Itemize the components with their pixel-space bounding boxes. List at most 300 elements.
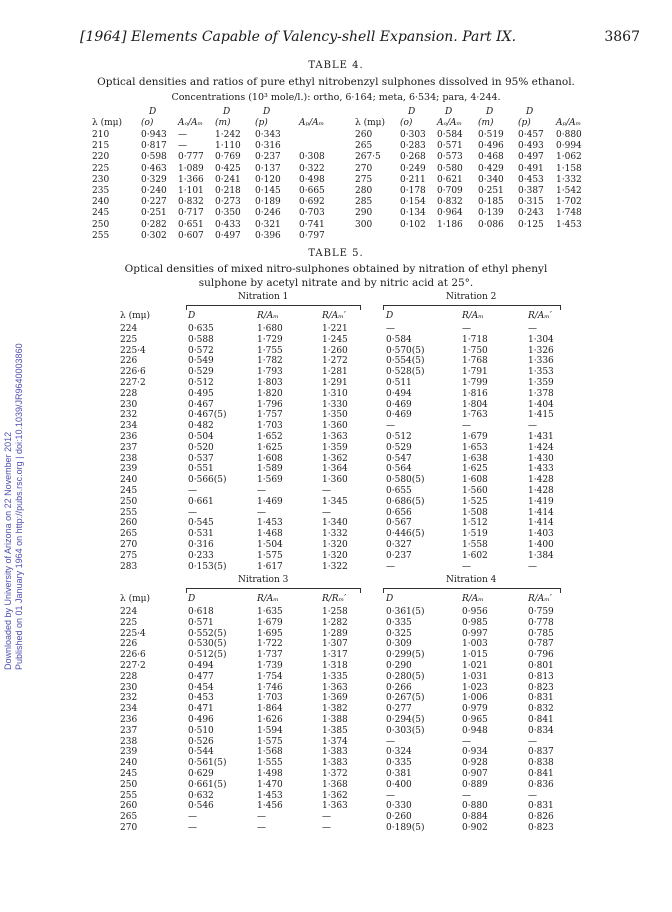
table5-cell: 1·414 xyxy=(528,507,554,518)
table5-cell: 1·625 xyxy=(257,442,283,453)
table5-cell: 0·467(5) xyxy=(188,410,227,421)
table4-cell: 0·709 xyxy=(437,186,463,196)
table4-cell: 250 xyxy=(92,219,110,230)
table5-cell: 1·364 xyxy=(322,464,348,475)
table5-cell: — xyxy=(188,812,197,823)
table5-header: R/Aₘ xyxy=(257,311,279,321)
table5-description-line1: Optical densities of mixed nitro-sulphones obtained by nitration of ethyl phenyl xyxy=(124,263,548,275)
running-header xyxy=(80,29,640,49)
table4-cell: 1·089 xyxy=(178,163,204,174)
table5-cell: 250 xyxy=(120,496,138,507)
table4-cell: 1·062 xyxy=(556,152,582,163)
table5-cell: 0·902 xyxy=(462,823,488,833)
table5-cell: 1·803 xyxy=(257,378,283,388)
table5-cell: 1·359 xyxy=(528,378,554,388)
table5-cell: 0·661 xyxy=(188,496,214,507)
table4-cell: 0·243 xyxy=(518,208,544,219)
table4-cell: 240 xyxy=(92,197,110,208)
table5-cell: — xyxy=(386,790,395,801)
table5-cell: 0·834 xyxy=(528,725,554,736)
table5-cell: 0·801 xyxy=(528,661,554,671)
table5-cell: 1·470 xyxy=(257,779,283,790)
table5-cell: 1·322 xyxy=(322,561,348,572)
table5-cell: 1·703 xyxy=(257,421,283,432)
table5-cell: 0·979 xyxy=(462,704,488,715)
table4-cell: 0·211 xyxy=(400,174,426,185)
table5-cell: 1·453 xyxy=(257,518,283,529)
table5-cell: 0·956 xyxy=(462,607,488,617)
table5-cell: 0·841 xyxy=(528,715,554,725)
table4-cell: 0·493 xyxy=(518,141,544,152)
table5-cell: 1·626 xyxy=(257,715,283,725)
table4-cell: 0·433 xyxy=(215,219,241,230)
download-note: Downloaded by University of Arizona on 22 November 2012 xyxy=(3,431,13,670)
table5-cell: 1·336 xyxy=(528,356,554,367)
table5-cell: 0·823 xyxy=(528,682,554,693)
table5-cell: 0·153(5) xyxy=(188,561,227,572)
table5-cell: 1·680 xyxy=(257,324,283,334)
nitration-title: Nitration 1 xyxy=(238,292,289,302)
table5-cell: 0·510 xyxy=(188,725,214,736)
table5-cell: 283 xyxy=(120,561,138,572)
table4-cell: 0·777 xyxy=(178,152,204,163)
table4-cell: 0·519 xyxy=(478,130,504,140)
table5-cell: 0·796 xyxy=(528,650,554,661)
table5-cell: 0·570(5) xyxy=(386,345,425,356)
table5-cell: 0·446(5) xyxy=(386,529,425,540)
table4-cell: 0·994 xyxy=(556,141,582,152)
table5-cell: 1·419 xyxy=(528,496,554,507)
table5-cell: 0·294(5) xyxy=(386,715,425,725)
table5-cell: 1·754 xyxy=(257,671,283,682)
table5-cell: 1·332 xyxy=(322,529,348,540)
table4-cell: 0·571 xyxy=(437,141,463,152)
table5-cell: 1·508 xyxy=(462,507,488,518)
table4-cell: 0·717 xyxy=(178,208,204,219)
table5-cell: 0·567 xyxy=(386,518,412,529)
table5-cell: 1·653 xyxy=(462,442,488,453)
table5-header: R/Aₘ′ xyxy=(322,311,346,321)
table5-cell: — xyxy=(462,561,471,572)
table5-cell: — xyxy=(322,823,331,833)
table4-cell: 0·303 xyxy=(400,130,426,140)
table5-cell: 0·928 xyxy=(462,758,488,769)
table5-cell: — xyxy=(528,561,537,572)
nitration-title: Nitration 2 xyxy=(446,292,497,302)
table4-header: λ (mμ) xyxy=(355,118,385,128)
table5-cell: — xyxy=(257,486,266,496)
table4-cell: 1·748 xyxy=(556,208,582,219)
table5-cell: 1·718 xyxy=(462,334,488,345)
table5-cell: 1·433 xyxy=(528,464,554,475)
table4-header-top: D xyxy=(263,107,271,117)
table4-header: Aₚ/Aₘ xyxy=(299,118,325,128)
table5-cell: 0·546 xyxy=(188,801,214,812)
table5-cell: 240 xyxy=(120,475,138,486)
table5-cell: 1·695 xyxy=(257,628,283,639)
table5-cell: 0·948 xyxy=(462,725,488,736)
table5-header: R/Aₘ xyxy=(462,594,484,604)
table5-cell: 1·791 xyxy=(462,367,488,378)
table5-cell: 1·722 xyxy=(257,639,283,650)
table5-cell: 1·326 xyxy=(528,345,554,356)
table5-cell: 1·428 xyxy=(528,486,554,496)
table5-cell: 0·469 xyxy=(386,410,412,421)
table5-cell: 1·359 xyxy=(322,442,348,453)
table4-cell: 0·134 xyxy=(400,208,426,219)
table5-cell: 1·617 xyxy=(257,561,283,572)
table4-cell: 0·468 xyxy=(478,152,504,163)
table5-cell: 236 xyxy=(120,715,138,725)
table4-cell: 0·154 xyxy=(400,197,426,208)
table5-cell: 224 xyxy=(120,607,138,617)
table5-cell: 1·796 xyxy=(257,399,283,410)
table5-cell: 226 xyxy=(120,356,138,367)
table5-cell: 1·289 xyxy=(322,628,348,639)
table4-cell: 0·268 xyxy=(400,152,426,163)
table4-cell: 1·702 xyxy=(556,197,582,208)
table4-cell: 260 xyxy=(355,130,373,140)
table5-cell: 0·324 xyxy=(386,747,412,758)
table4-cell: 0·832 xyxy=(437,197,463,208)
table5-cell: 1·304 xyxy=(528,334,554,345)
table4-cell: 1·110 xyxy=(215,141,241,152)
table5-cell: 239 xyxy=(120,747,138,758)
table4-cell: 0·237 xyxy=(255,152,281,163)
table5-cell: 1·804 xyxy=(462,399,488,410)
table5-cell: 1·414 xyxy=(528,518,554,529)
table5-cell: 0·537 xyxy=(188,453,214,464)
table4-cell: 0·584 xyxy=(437,130,463,140)
table5-cell: 1·362 xyxy=(322,790,348,801)
table5-cell: 0·965 xyxy=(462,715,488,725)
table5-cell: 255 xyxy=(120,790,138,801)
table5-cell: 0·907 xyxy=(462,769,488,779)
table5-cell: 0·400 xyxy=(386,779,412,790)
table4-header: Aₒ/Aₘ xyxy=(437,118,463,128)
table5-cell: 0·471 xyxy=(188,704,214,715)
table4-header: λ (mμ) xyxy=(92,118,122,128)
table5-cell: 1·431 xyxy=(528,432,554,442)
table5-cell: 275 xyxy=(120,550,138,561)
table5-cell: 0·267(5) xyxy=(386,693,425,704)
table5-cell: 1·350 xyxy=(322,410,348,421)
table4-header: (o) xyxy=(141,118,154,128)
table5-cell: 232 xyxy=(120,410,138,421)
table5-cell: 1·400 xyxy=(528,540,554,550)
table5-header: R/Aₘ′ xyxy=(528,594,552,604)
table4-cell: 0·580 xyxy=(437,163,463,174)
table5-cell: 0·277 xyxy=(386,704,412,715)
table4-cell: 0·964 xyxy=(437,208,463,219)
table5-cell: 1·317 xyxy=(322,650,348,661)
table5-cell: 0·233 xyxy=(188,550,214,561)
table5-cell: 0·832 xyxy=(528,704,554,715)
table4-caption: TABLE 4. xyxy=(308,60,364,71)
table5-cell: 0·325 xyxy=(386,628,412,639)
table5-cell: 1·608 xyxy=(462,475,488,486)
table5-cell: 0·544 xyxy=(188,747,214,758)
table5-cell: 228 xyxy=(120,388,138,399)
table5-cell: 0·512 xyxy=(188,378,214,388)
table4-cell: 285 xyxy=(355,197,373,208)
table5-cell: 0·787 xyxy=(528,639,554,650)
publication-note: Published on 01 January 1964 on http://pubs.rsc.org | doi:10.1039/JR9640003860 xyxy=(14,343,24,670)
table5-cell: 1·403 xyxy=(528,529,554,540)
table4-cell: 0·607 xyxy=(178,230,204,241)
table5-cell: 1·415 xyxy=(528,410,554,421)
table5-cell: 1·378 xyxy=(528,388,554,399)
table5-cell: 1·260 xyxy=(322,345,348,356)
table5-cell: 0·661(5) xyxy=(188,779,227,790)
table5-cell: 227·2 xyxy=(120,661,146,671)
table5-cell: 1·383 xyxy=(322,758,348,769)
table5-cell: 1·340 xyxy=(322,518,348,529)
table4-cell: 0·598 xyxy=(141,152,167,163)
table4-cell: 0·396 xyxy=(255,230,281,241)
table5-cell: 1·281 xyxy=(322,367,348,378)
table4-cell: 0·350 xyxy=(215,208,241,219)
table5-cell: 225·4 xyxy=(120,345,146,356)
table5-cell: 1·768 xyxy=(462,356,488,367)
table5-cell: 0·316 xyxy=(188,540,214,550)
table4-cell: 0·425 xyxy=(215,163,241,174)
table5-cell: 0·588 xyxy=(188,334,214,345)
table5-cell: 1·272 xyxy=(322,356,348,367)
table4-cell: 1·366 xyxy=(178,174,204,185)
table5-cell: 0·580(5) xyxy=(386,475,425,486)
table4-cell: 1·542 xyxy=(556,186,582,196)
page-number: 3867 xyxy=(604,29,640,45)
table4-cell: 0·832 xyxy=(178,197,204,208)
table4-header-top: D xyxy=(408,107,416,117)
table4-cell: 267·5 xyxy=(355,152,381,163)
table5-cell: — xyxy=(386,561,395,572)
table5-cell: 0·330 xyxy=(386,801,412,812)
table5-cell: — xyxy=(462,324,471,334)
table5-cell: 1·589 xyxy=(257,464,283,475)
table4-cell: 0·573 xyxy=(437,152,463,163)
table5-cell: 0·554(5) xyxy=(386,356,425,367)
table5-cell: 1·739 xyxy=(257,661,283,671)
table4-cell: 0·246 xyxy=(255,208,281,219)
table4-cell: 215 xyxy=(92,141,110,152)
table5-cell: 0·778 xyxy=(528,617,554,628)
table4-cell: 0·189 xyxy=(255,197,281,208)
table4-cell: 0·457 xyxy=(518,130,544,140)
table5-cell: 1·729 xyxy=(257,334,283,345)
table5-cell: 250 xyxy=(120,779,138,790)
table5-cell: 1·594 xyxy=(257,725,283,736)
table5-header: λ (mμ) xyxy=(120,594,150,604)
table5-cell: 0·335 xyxy=(386,617,412,628)
table5-cell: 1·746 xyxy=(257,682,283,693)
table5-cell: — xyxy=(322,507,331,518)
table5-cell: 1·363 xyxy=(322,682,348,693)
table4-cell: 1·332 xyxy=(556,174,582,185)
table4-cell: 0·283 xyxy=(400,141,426,152)
table5-cell: — xyxy=(386,421,395,432)
table5-cell: 1·608 xyxy=(257,453,283,464)
table4-cell: 275 xyxy=(355,174,373,185)
table4-cell: 0·125 xyxy=(518,219,544,230)
table5-cell: 1·519 xyxy=(462,529,488,540)
table5-header: R/Aₘ xyxy=(462,311,484,321)
table5-cell: 239 xyxy=(120,464,138,475)
table5-cell: 1·291 xyxy=(322,378,348,388)
nitration-title: Nitration 4 xyxy=(446,575,497,585)
table5-cell: — xyxy=(322,812,331,823)
table4-cell: 0·251 xyxy=(141,208,167,219)
table4-cell: 1·101 xyxy=(178,186,204,196)
table5-header: R/Aₘ xyxy=(257,594,279,604)
table4-cell: 0·651 xyxy=(178,219,204,230)
table4-cell: 300 xyxy=(355,219,373,230)
table5-cell: 1·575 xyxy=(257,736,283,747)
table5-cell: 0·361(5) xyxy=(386,607,425,617)
table5-cell: 1·793 xyxy=(257,367,283,378)
table5-cell: 0·531 xyxy=(188,529,214,540)
table5-cell: 0·551 xyxy=(188,464,214,475)
table4-cell: 1·158 xyxy=(556,163,582,174)
table4-cell: — xyxy=(178,130,187,140)
table5-cell: 0·686(5) xyxy=(386,496,425,507)
table5-cell: 1·468 xyxy=(257,529,283,540)
table5-cell: 1·799 xyxy=(462,378,488,388)
table5-cell: 1·310 xyxy=(322,388,348,399)
table4-cell: 0·943 xyxy=(141,130,167,140)
table5-cell: 0·260 xyxy=(386,812,412,823)
table5-cell: 265 xyxy=(120,529,138,540)
table5-cell: 1·453 xyxy=(257,790,283,801)
table4-cell: 0·387 xyxy=(518,186,544,196)
table5-cell: 1·456 xyxy=(257,801,283,812)
table5-cell: 1·221 xyxy=(322,324,348,334)
table5-cell: 270 xyxy=(120,540,138,550)
table5-cell: 238 xyxy=(120,736,138,747)
table5-header: D xyxy=(188,311,196,321)
nitration-title: Nitration 3 xyxy=(238,575,289,585)
table4-cell: 1·186 xyxy=(437,219,463,230)
table5-cell: 1·245 xyxy=(322,334,348,345)
table4-cell: 0·315 xyxy=(518,197,544,208)
table4-cell: — xyxy=(178,141,187,152)
table5-cell: 1·816 xyxy=(462,388,488,399)
table5-cell: 245 xyxy=(120,486,138,496)
table4-cell: 0·453 xyxy=(518,174,544,185)
table5-cell: 0·823 xyxy=(528,823,554,833)
table5-cell: 234 xyxy=(120,704,138,715)
table5-cell: 0·632 xyxy=(188,790,214,801)
table5-cell: 255 xyxy=(120,507,138,518)
table5-cell: 0·547 xyxy=(386,453,412,464)
table4-header-top: D xyxy=(526,107,534,117)
table4-cell: 0·086 xyxy=(478,219,504,230)
table5-cell: 1·679 xyxy=(257,617,283,628)
table4-cell: 0·665 xyxy=(299,186,325,196)
table5-header: λ (mμ) xyxy=(120,311,150,321)
table5-cell: 1·757 xyxy=(257,410,283,421)
table4-cell: 0·703 xyxy=(299,208,325,219)
table5-cell: — xyxy=(528,324,537,334)
table5-cell: 237 xyxy=(120,725,138,736)
table5-cell: 0·880 xyxy=(462,801,488,812)
table4-cell: 0·817 xyxy=(141,141,167,152)
table4-cell: 0·240 xyxy=(141,186,167,196)
table5-cell: 1·575 xyxy=(257,550,283,561)
table5-cell: 1·384 xyxy=(528,550,554,561)
table5-cell: 237 xyxy=(120,442,138,453)
table5-cell: 230 xyxy=(120,399,138,410)
table5-cell: 1·382 xyxy=(322,704,348,715)
table5-cell: 0·290 xyxy=(386,661,412,671)
table4-concentrations: Concentrations (10³ mole/l.): ortho, 6·164; meta, 6·534; para, 4·244. xyxy=(171,92,501,103)
table5-cell: — xyxy=(188,507,197,518)
table4-cell: 0·321 xyxy=(255,219,281,230)
table4-header: (o) xyxy=(400,118,413,128)
table5-cell: 0·299(5) xyxy=(386,650,425,661)
table5-cell: 224 xyxy=(120,324,138,334)
table5-cell: 1·282 xyxy=(322,617,348,628)
table5-cell: 1·021 xyxy=(462,661,488,671)
table5-cell: 0·453 xyxy=(188,693,214,704)
table5-cell: 1·430 xyxy=(528,453,554,464)
table5-cell: 1·424 xyxy=(528,442,554,453)
table5-cell: 1·782 xyxy=(257,356,283,367)
table5-cell: 0·831 xyxy=(528,693,554,704)
table5-cell: 0·512 xyxy=(386,432,412,442)
table4-cell: 0·227 xyxy=(141,197,167,208)
table5-cell: 0·552(5) xyxy=(188,628,227,639)
table5-cell: 0·467 xyxy=(188,399,214,410)
table5-cell: 0·841 xyxy=(528,769,554,779)
table5-cell: 0·759 xyxy=(528,607,554,617)
table4-cell: 0·343 xyxy=(255,130,281,140)
table5-cell: 1·006 xyxy=(462,693,488,704)
table4-cell: 290 xyxy=(355,208,373,219)
table5-cell: 0·836 xyxy=(528,779,554,790)
table4-cell: 0·302 xyxy=(141,230,167,241)
table5-cell: 240 xyxy=(120,758,138,769)
table5-cell: 0·997 xyxy=(462,628,488,639)
table5-cell: 1·703 xyxy=(257,693,283,704)
table4-cell: 0·741 xyxy=(299,219,325,230)
table4-cell: 225 xyxy=(92,163,110,174)
table5-cell: 0·884 xyxy=(462,812,488,823)
table4-cell: 0·797 xyxy=(299,230,325,241)
table5-cell: 0·494 xyxy=(188,661,214,671)
table5-cell: 1·388 xyxy=(322,715,348,725)
table4-cell: 235 xyxy=(92,186,110,196)
table5-cell: 232 xyxy=(120,693,138,704)
table5-cell: 1·555 xyxy=(257,758,283,769)
table5-cell: 1·755 xyxy=(257,345,283,356)
table5-cell: 1·737 xyxy=(257,650,283,661)
table5-cell: 1·638 xyxy=(462,453,488,464)
table5-cell: 1·635 xyxy=(257,607,283,617)
table4-cell: 255 xyxy=(92,230,110,241)
table5-cell: 0·785 xyxy=(528,628,554,639)
table4-cell: 0·463 xyxy=(141,163,167,174)
table5-cell: 0·529 xyxy=(188,367,214,378)
table5-cell: 0·495 xyxy=(188,388,214,399)
table5-cell: 1·385 xyxy=(322,725,348,736)
table5-cell: 230 xyxy=(120,682,138,693)
table5-header: R/Rₘ′ xyxy=(322,594,347,604)
table5-cell: — xyxy=(528,736,537,747)
table5-header: R/Aₘ′ xyxy=(528,311,552,321)
table5-cell: 0·889 xyxy=(462,779,488,790)
